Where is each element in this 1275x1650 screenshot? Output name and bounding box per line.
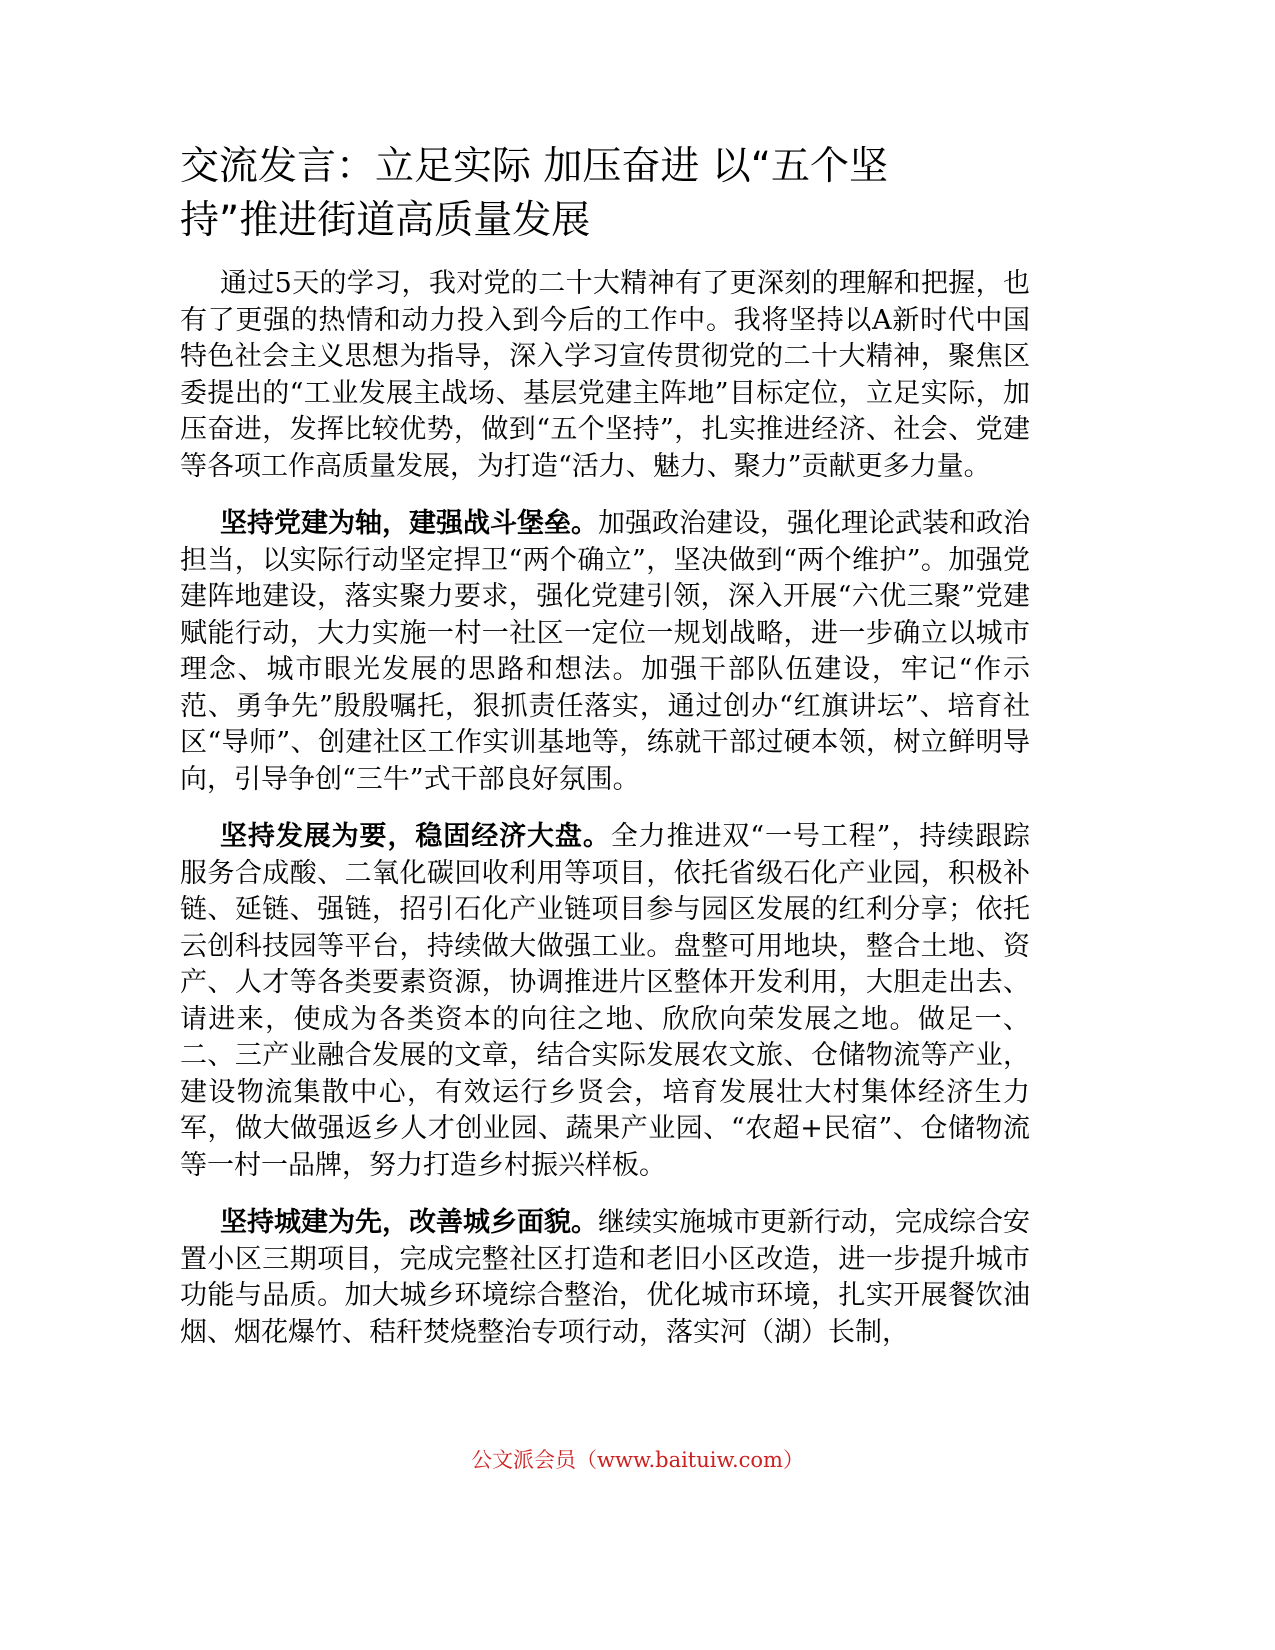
paragraph-intro	[180, 266, 1030, 485]
footer-watermark-text: 公文派会员（www.baituiw.com）	[471, 1448, 804, 1472]
paragraph-economy	[180, 819, 1030, 1184]
document-title: 交流发言：立足实际 加压奋进 以“五个坚持”推进街道高质量发展	[180, 144, 888, 243]
paragraph-urban-construction	[180, 1205, 1030, 1351]
paragraph-lead: 坚持发展为要，稳固经济大盘。	[220, 821, 611, 852]
document-body	[180, 140, 1030, 1372]
paragraph-text: 加强政治建设，强化理论武装和政治担当，以实际行动坚定捍卫“两个确立”，坚决做到“两个维护”。加强党建阵地建设，落实聚力要求，强化党建引领，深入开展“六优三聚”党建赋能行动，大力实施一村一社区一定位一规划战略，进一步确立以城市理念、城市眼光发展的思路和想法。加强干部队伍建设，牢记“作示范、勇争先”殷殷嘱托，狠抓责任落实，通过创办“红旗讲坛”、培育社区“导师”、创建社区工作实训基地等，练就干部过硬本领，树立鲜明导向，引导争创“三牛”式干部良好氛围。	[180, 508, 1030, 795]
paragraph-text: 通过5天的学习，我对党的二十大精神有了更深刻的理解和把握，也有了更强的热情和动力投入到今后的工作中。我将坚持以A新时代中国特色社会主义思想为指导，深入学习宣传贯彻党的二十大精神，聚焦区委提出的“工业发展主战场、基层党建主阵地”目标定位，立足实际，加压奋进，发挥比较优势，做到“五个坚持”，扎实推进经济、社会、党建等各项工作高质量发展，为打造“活力、魅力、聚力”贡献更多力量。	[180, 268, 1030, 482]
paragraph-party-building	[180, 506, 1030, 798]
paragraph-lead: 坚持党建为轴，建强战斗堡垒。	[220, 508, 598, 539]
paragraph-lead: 坚持城建为先，改善城乡面貌。	[220, 1207, 598, 1238]
paragraph-text: 全力推进双“一号工程”，持续跟踪服务合成酸、二氧化碳回收利用等项目，依托省级石化产业园，积极补链、延链、强链，招引石化产业链项目参与园区发展的红利分享；依托云创科技园等平台，持续做大做强工业。盘整可用地块，整合土地、资产、人才等各类要素资源，协调推进片区整体开发利用，大胆走出去、请进来，使成为各类资本的向往之地、欣欣向荣发展之地。做足一、二、三产业融合发展的文章，结合实际发展农文旅、仓储物流等产业，建设物流集散中心，有效运行乡贤会，培育发展壮大村集体经济生力军，做大做强返乡人才创业园、蔬果产业园、“农超+民宿”、仓储物流等一村一品牌，努力打造乡村振兴样板。	[180, 821, 1031, 1181]
paragraph-text: 继续实施城市更新行动，完成综合安置小区三期项目，完成完整社区打造和老旧小区改造，进一步提升城市功能与品质。加大城乡环境综合整治，优化城市环境，扎实开展餐饮油烟、烟花爆竹、秸秆焚烧整治专项行动，落实河（湖）长制，	[180, 1207, 1030, 1348]
